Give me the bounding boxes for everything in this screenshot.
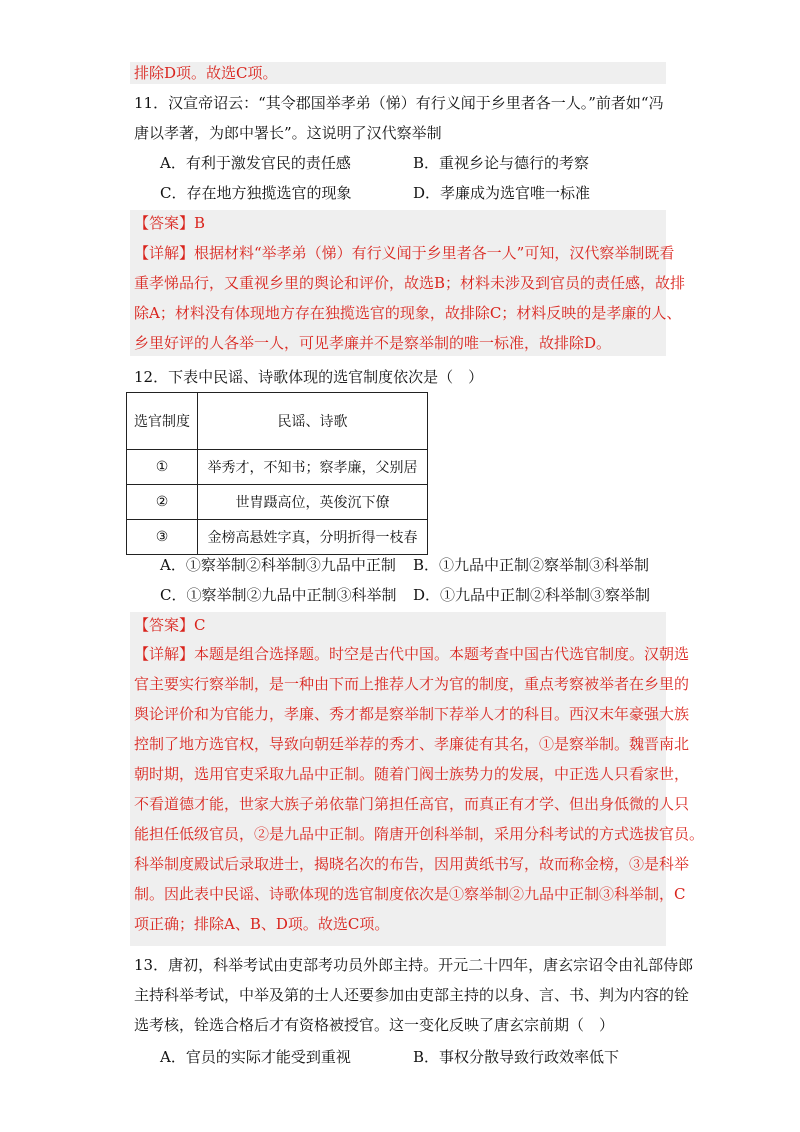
q13-option-a: A．官员的实际才能受到重视 xyxy=(160,1048,351,1066)
q12-explanation-line: 制。因此表中民谣、诗歌体现的选官制度依次是①察举制②九品中正制③科举制，C xyxy=(134,885,686,903)
q11-explanation-line: 除A；材料没有体现地方存在独揽选官的现象，故排除C；材料反映的是孝廉的人、 xyxy=(134,304,682,322)
q12-option-b: B．①九品中正制②察举制③科举制 xyxy=(413,556,650,574)
q13-stem-line-3: 选考核，铨选合格后才有资格被授官。这一变化反映了唐玄宗前期（ ） xyxy=(134,1016,615,1034)
q11-answer: 【答案】B xyxy=(134,214,206,232)
q11-explanation-line: 乡里好评的人各举一人，可见孝廉并不是察举制的唯一标准，故排除D。 xyxy=(134,334,612,352)
q11-option-c: C．存在地方独揽选官的现象 xyxy=(160,184,352,202)
q12-stem: 12．下表中民谣、诗歌体现的选官制度依次是（ ） xyxy=(134,368,484,386)
q12-option-a: A．①察举制②科举制③九品中正制 xyxy=(160,556,396,574)
q12-option-c: C．①察举制②九品中正制③科举制 xyxy=(160,586,397,604)
top-fragment: 排除D项。故选C项。 xyxy=(134,64,278,82)
table-cell-number: ② xyxy=(127,485,198,520)
table-cell-number: ① xyxy=(127,450,198,485)
q12-explanation-line: 【详解】本题是组合选择题。时空是古代中国。本题考查中国古代选官制度。汉朝选 xyxy=(134,645,690,663)
table-cell-ballad: 金榜高悬姓字真，分明折得一枝春 xyxy=(198,520,428,555)
q11-stem-line-1: 11．汉宣帝诏云：“其令郡国举孝弟（悌）有行义闻于乡里者各一人。”前者如“冯 xyxy=(134,94,664,112)
q12-explanation-line: 舆论评价和为官能力，孝廉、秀才都是察举制下荐举人才的科目。西汉末年豪强大族 xyxy=(134,705,690,723)
q13-stem-line-1: 13．唐初，科举考试由吏部考功员外郎主持。开元二十四年，唐玄宗诏令由礼部侍郎 xyxy=(134,956,694,974)
q12-explanation-line: 控制了地方选官权，导致向朝廷举荐的秀才、孝廉徒有其名，①是察举制。魏晋南北 xyxy=(134,735,690,753)
q12-option-d: D．①九品中正制②科举制③察举制 xyxy=(413,586,651,604)
table-cell-number: ③ xyxy=(127,520,198,555)
selection-system-table xyxy=(126,392,428,555)
q11-stem-line-2: 唐以孝著，为郎中署长”。这说明了汉代察举制 xyxy=(134,124,442,142)
table-row xyxy=(127,520,428,555)
table-cell-ballad: 世胄蹑高位，英俊沉下僚 xyxy=(198,485,428,520)
q12-explanation-line: 朝时期，选用官吏采取九品中正制。随着门阀士族势力的发展，中正选人只看家世， xyxy=(134,765,690,783)
q11-option-a: A．有利于激发官民的责任感 xyxy=(160,154,351,172)
q12-answer: 【答案】C xyxy=(134,616,206,634)
q13-stem-line-2: 主持科举考试，中举及第的士人还要参加由吏部主持的以身、言、书、判为内容的铨 xyxy=(134,986,690,1004)
q11-option-d: D．孝廉成为选官唯一标准 xyxy=(413,184,591,202)
q13-option-b: B．事权分散导致行政效率低下 xyxy=(413,1048,620,1066)
q12-explanation-line: 项正确；排除A、B、D项。故选C项。 xyxy=(134,915,390,933)
table-header-system: 选官制度 xyxy=(127,393,198,450)
q12-explanation-line: 能担任低级官员，②是九品中正制。隋唐开创科举制，采用分科考试的方式选拔官员。 xyxy=(134,825,705,843)
q11-explanation-line: 重孝悌品行，又重视乡里的舆论和评价，故选B；材料未涉及到官员的责任感，故排 xyxy=(134,274,686,292)
q11-explanation-line: 【详解】根据材料“举孝弟（悌）有行义闻于乡里者各一人”可知，汉代察举制既看 xyxy=(134,244,675,262)
table-header-ballad: 民谣、诗歌 xyxy=(198,393,428,450)
q12-explanation-line: 科举制度殿试后录取进士，揭晓名次的布告，因用黄纸书写，故而称金榜，③是科举 xyxy=(134,855,690,873)
q12-explanation-line: 不看道德才能，世家大族子弟依靠门第担任高官，而真正有才学、但出身低微的人只 xyxy=(134,795,690,813)
table-cell-ballad: 举秀才，不知书；察孝廉，父别居 xyxy=(198,450,428,485)
q11-option-b: B．重视乡论与德行的考察 xyxy=(413,154,590,172)
table-row xyxy=(127,485,428,520)
table-row xyxy=(127,450,428,485)
q12-explanation-line: 官主要实行察举制，是一种由下而上推荐人才为官的制度，重点考察被举者在乡里的 xyxy=(134,675,690,693)
